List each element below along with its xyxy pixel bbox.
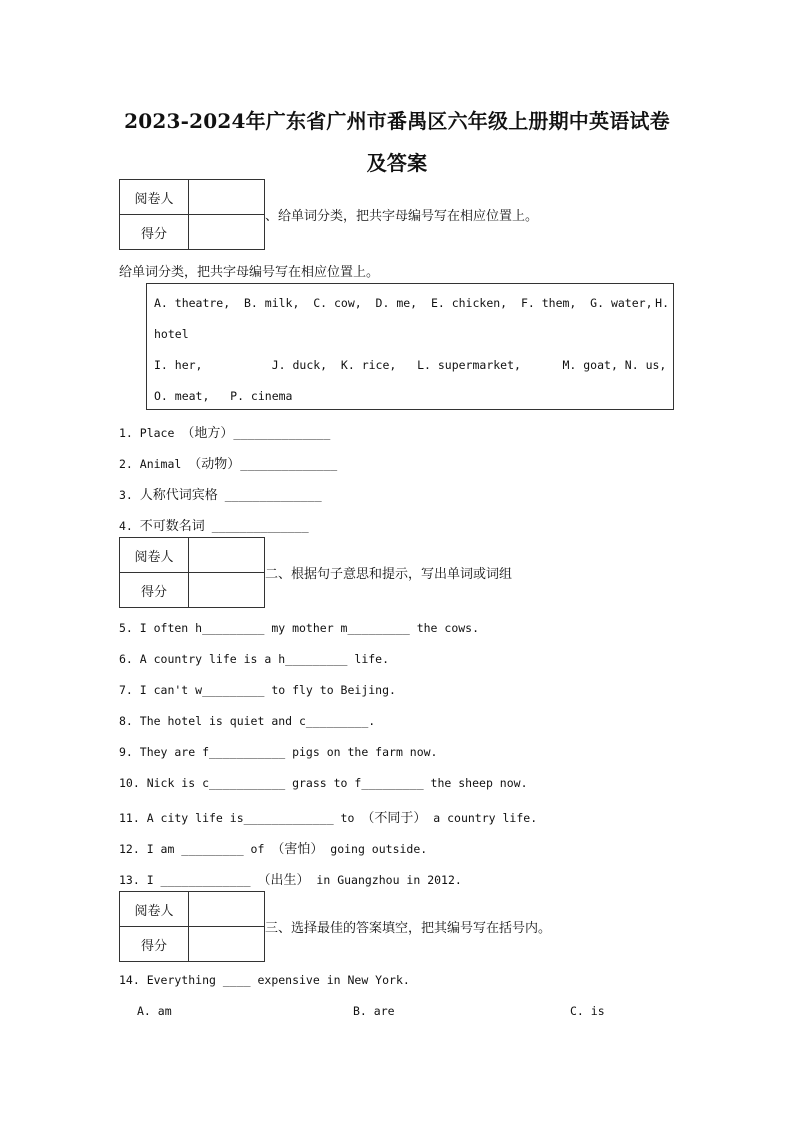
section-3-heading: 三、选择最佳的答案填空，把其编号写在括号内。 [265,921,552,936]
question-14: 14. Everything ____ expensive in New York. [119,973,410,987]
answer-blank[interactable]: ______________ [233,426,331,440]
section-2-heading: 二、根据句子意思和提示，写出单词或词组 [265,567,513,582]
score-table [119,179,265,250]
score-table [119,537,265,608]
word-bank-row-1: A. theatre, B. milk, C. cow, D. me, E. chicken, F. them, G. water, [154,296,653,310]
question-10[interactable]: 10. Nick is c___________ grass to f_________ the sheep now. [119,776,528,790]
question-6[interactable]: 6. A country life is a h_________ life. [119,652,390,666]
word-bank-box [146,283,674,410]
question-8[interactable]: 8. The hotel is quiet and c_________. [119,714,376,728]
question-1: 1. Place （地方）______________ [119,426,331,441]
score-cell[interactable] [189,927,265,962]
section-1-header [119,179,538,250]
reviewer-label: 阅卷人 [120,892,189,927]
reviewer-cell[interactable] [189,892,265,927]
reviewer-cell[interactable] [189,538,265,573]
question-5[interactable]: 5. I often h_________ my mother m_________ the cows. [119,621,480,635]
answer-blank[interactable]: ______________ [217,488,322,502]
section-1-instruction: 给单词分类，把共字母编号写在相应位置上。 [119,265,380,280]
word-bank-row-4: O. meat, P. cinema [154,389,293,403]
reviewer-label: 阅卷人 [120,538,189,573]
answer-blank[interactable]: ______________ [240,457,338,471]
word-bank-row-1-end: H. [655,296,669,310]
word-bank-row-3: I. her, J. duck, K. rice, L. supermarket, M. goat, N. us, [154,358,667,372]
document-title-continued: 及答案 [366,151,428,175]
question-12[interactable]: 12. I am _________ of （害怕） going outside. [119,842,428,857]
section-2-header [119,537,512,608]
document-title: 2023-2024年广东省广州市番禺区六年级上册期中英语试卷 [124,109,670,133]
score-label: 得分 [120,927,189,962]
reviewer-label: 阅卷人 [120,180,189,215]
option-a[interactable]: A. am [137,1004,172,1018]
score-cell[interactable] [189,573,265,608]
question-2: 2. Animal （动物）______________ [119,457,338,472]
question-9[interactable]: 9. They are f___________ pigs on the farm now. [119,745,438,759]
score-table [119,891,265,962]
word-bank-row-2: hotel [154,327,189,341]
score-label: 得分 [120,215,189,250]
question-11[interactable]: 11. A city life is_____________ to （不同于） a country life. [119,811,538,826]
section-3-header [119,891,551,962]
section-1-heading: 、给单词分类，把共字母编号写在相应位置上。 [265,209,539,224]
score-cell[interactable] [189,215,265,250]
question-3: 3. 人称代词宾格 ______________ [119,488,322,503]
option-c[interactable]: C. is [570,1004,605,1018]
question-13[interactable]: 13. I _____________ （出生） in Guangzhou in 2012. [119,873,462,888]
score-label: 得分 [120,573,189,608]
answer-blank[interactable]: ______________ [204,519,309,533]
question-4: 4. 不可数名词 ______________ [119,519,309,534]
option-b[interactable]: B. are [353,1004,395,1018]
reviewer-cell[interactable] [189,180,265,215]
question-7[interactable]: 7. I can't w_________ to fly to Beijing. [119,683,396,697]
